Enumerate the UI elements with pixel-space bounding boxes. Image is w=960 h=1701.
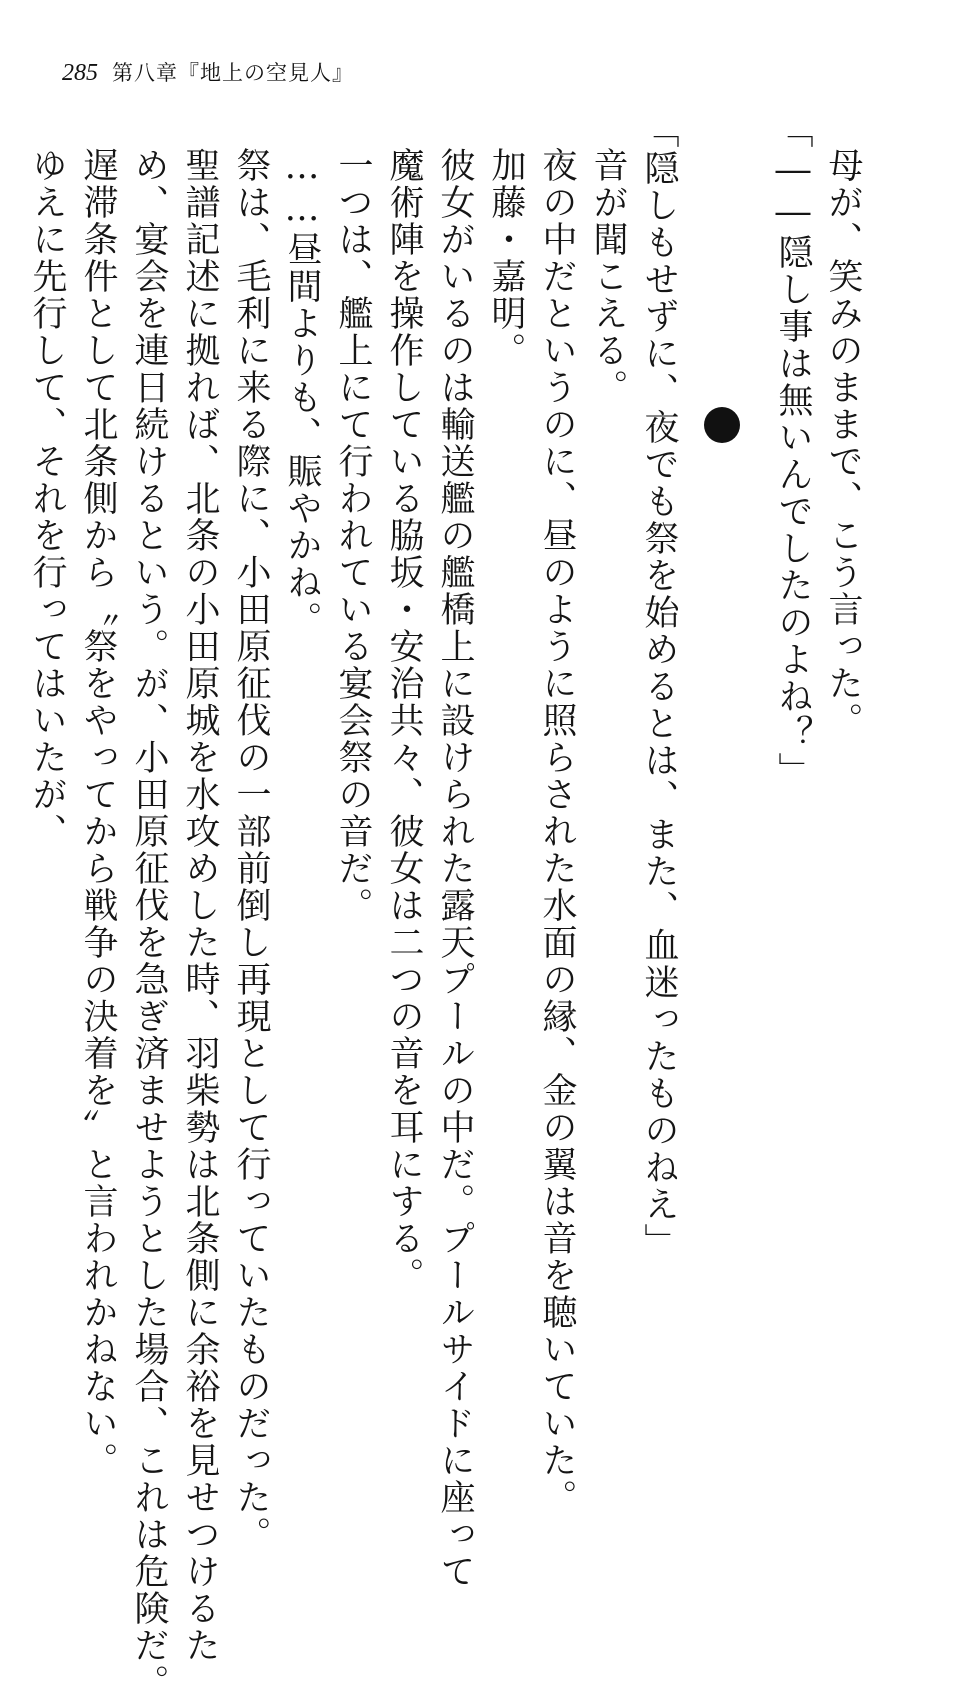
text-column: 「――隠し事は無いんでしたのよね？」 bbox=[773, 113, 813, 789]
text-column: め、宴会を連日続けるという。が、小田原征伐を急ぎ済ませようとした場合、これは危険だ。 bbox=[129, 147, 169, 1701]
vertical-text-body bbox=[27, 113, 905, 1701]
text-column: ……昼間よりも、賑やかね。 bbox=[282, 147, 322, 638]
page-header bbox=[62, 57, 354, 87]
chapter-title: 第八章『地上の空見人』 bbox=[112, 61, 354, 85]
text-column: 母が、笑みのままで、こう言った。 bbox=[823, 147, 863, 739]
scene-break-dot bbox=[704, 407, 740, 443]
text-column: 加藤・嘉明。 bbox=[486, 147, 526, 369]
text-column: 遅滞条件として北条側から〝祭をやってから戦争の決着を〟と言われかねない。 bbox=[78, 147, 118, 1479]
page-number: 285 bbox=[62, 60, 98, 86]
text-column: 祭は、毛利に来る際に、小田原征伐の一部前倒し再現として行っていたものだった。 bbox=[231, 147, 271, 1553]
text-column: 彼女がいるのは輸送艦の艦橋上に設けられた露天プールの中だ。プールサイドに座って bbox=[435, 147, 475, 1590]
text-column: 一つは、艦上にて行われている宴会祭の音だ。 bbox=[333, 147, 373, 924]
text-column: 音が聞こえる。 bbox=[588, 147, 628, 406]
text-column: 「隠しもせずに、夜でも祭を始めるとは、また、血迷ったものねえ」 bbox=[639, 113, 679, 1260]
text-column: 魔術陣を操作している脇坂・安治共々、彼女は二つの音を耳にする。 bbox=[384, 147, 424, 1294]
text-column: 夜の中だというのに、昼のように照らされた水面の縁、金の翼は音を聴いていた。 bbox=[537, 147, 577, 1516]
text-column: 聖譜記述に拠れば、北条の小田原城を水攻めした時、羽柴勢は北条側に余裕を見せつけるた bbox=[180, 147, 220, 1664]
text-column: ゆえに先行して、それを行ってはいたが、 bbox=[27, 147, 67, 850]
